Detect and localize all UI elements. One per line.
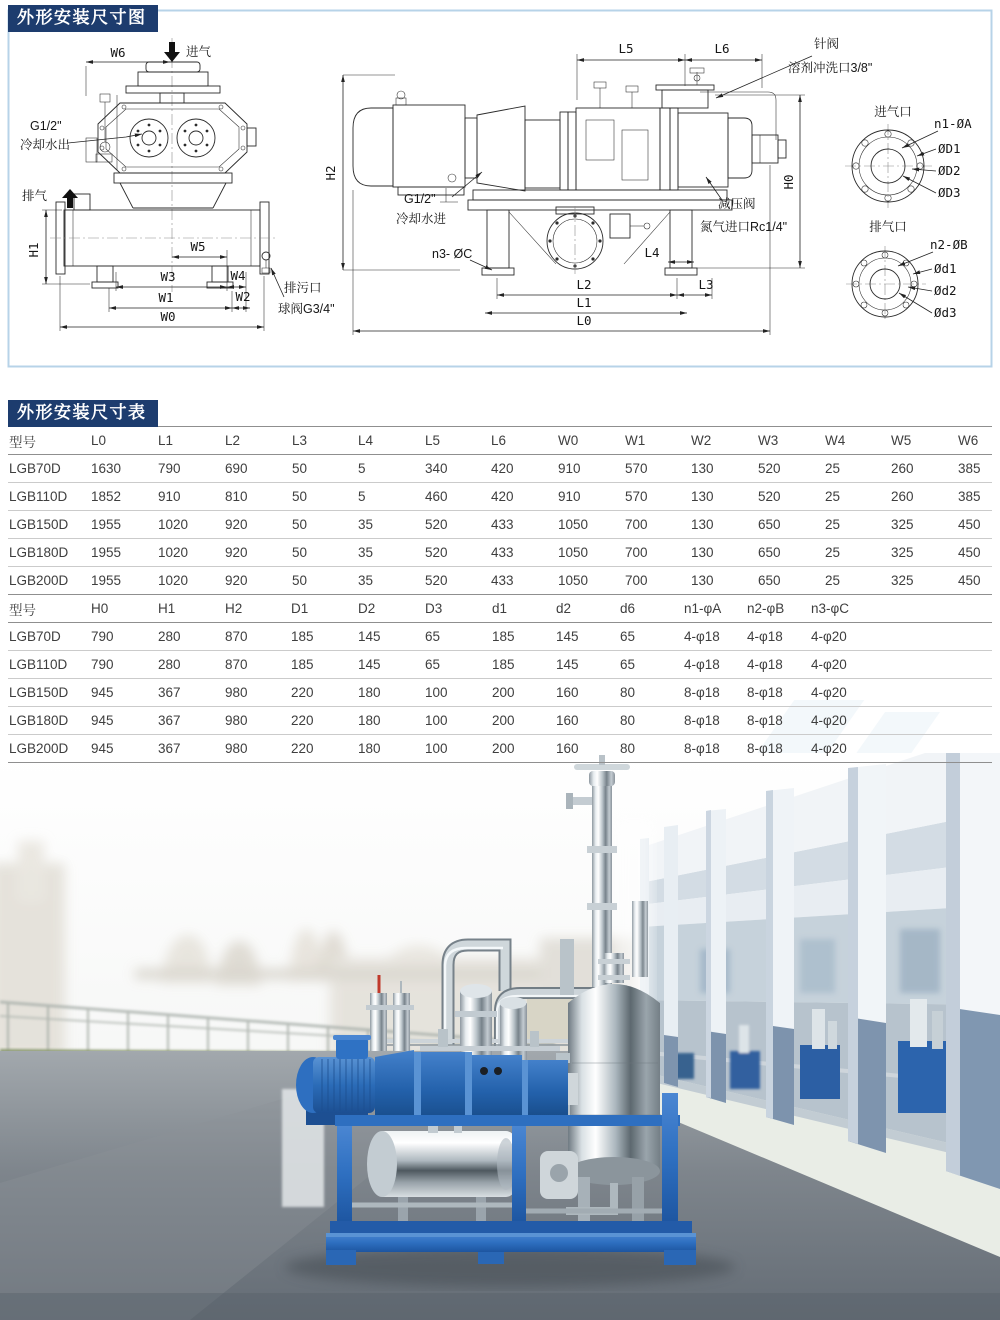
table-cell: 8-φ18 <box>684 713 720 728</box>
table-cell: 180 <box>358 741 381 756</box>
svg-text:n3- ØC: n3- ØC <box>432 247 473 261</box>
svg-text:L3: L3 <box>698 277 714 292</box>
svg-text:进气: 进气 <box>186 45 212 59</box>
svg-text:ØD3: ØD3 <box>938 185 961 200</box>
svg-text:氮气进口Rc1/4": 氮气进口Rc1/4" <box>700 220 788 234</box>
svg-text:W3: W3 <box>160 269 176 284</box>
table-cell: LGB70D <box>9 629 61 644</box>
table-header-cell: 型号 <box>9 602 36 618</box>
table-cell: 220 <box>291 713 314 728</box>
table-header-cell: H0 <box>91 601 109 616</box>
table-cell: 910 <box>558 489 581 504</box>
table-cell: 80 <box>620 685 636 700</box>
table-cell: 650 <box>758 545 781 560</box>
table-cell: 385 <box>958 489 981 504</box>
table-cell: 4-φ20 <box>811 685 847 700</box>
table-cell: 1050 <box>558 573 589 588</box>
table-cell: 325 <box>891 545 914 560</box>
table-cell: 4-φ18 <box>684 629 720 644</box>
table-cell: 130 <box>691 517 714 532</box>
table-cell: 700 <box>625 517 648 532</box>
table-header-cell: H2 <box>225 601 243 616</box>
table-cell: 385 <box>958 461 981 476</box>
table-header-cell: H1 <box>158 601 176 616</box>
table-cell: 50 <box>292 573 308 588</box>
table-cell: 980 <box>225 741 248 756</box>
table-header-cell: d6 <box>620 601 636 616</box>
svg-text:L1: L1 <box>576 295 592 310</box>
table-cell: 5 <box>358 461 366 476</box>
dimension-drawing <box>0 0 1000 385</box>
table-cell: 1050 <box>558 517 589 532</box>
table-cell: 220 <box>291 685 314 700</box>
svg-text:进气口: 进气口 <box>874 105 912 119</box>
table-row <box>8 483 992 511</box>
svg-text:溶剂冲洗口3/8": 溶剂冲洗口3/8" <box>788 61 873 75</box>
svg-text:H2: H2 <box>323 165 338 181</box>
table-cell: LGB110D <box>9 657 68 672</box>
table-cell: 25 <box>825 545 841 560</box>
table-cell: 1630 <box>91 461 122 476</box>
svg-text:L5: L5 <box>618 41 634 56</box>
table-cell: 130 <box>691 573 714 588</box>
table-header-cell: L3 <box>292 433 308 448</box>
table-cell: 280 <box>158 629 181 644</box>
table-cell: 980 <box>225 685 248 700</box>
table-cell: 980 <box>225 713 248 728</box>
table-cell: 65 <box>620 657 636 672</box>
svg-text:n2-ØB: n2-ØB <box>930 237 968 252</box>
table-header-cell: W0 <box>558 433 579 448</box>
table-cell: LGB200D <box>9 741 69 756</box>
table-cell: 700 <box>625 545 648 560</box>
table-cell: 4-φ20 <box>811 741 847 756</box>
table-header-cell: 型号 <box>9 434 36 450</box>
svg-text:W1: W1 <box>158 290 174 305</box>
table-cell: 790 <box>158 461 181 476</box>
svg-text:排气: 排气 <box>22 189 48 203</box>
table-cell: 1852 <box>91 489 122 504</box>
table-cell: 1050 <box>558 545 589 560</box>
svg-text:冷却水出: 冷却水出 <box>20 138 71 152</box>
svg-text:W6: W6 <box>110 45 126 60</box>
table-cell: 910 <box>158 489 181 504</box>
table-cell: 130 <box>691 489 714 504</box>
table-cell: 8-φ18 <box>747 713 783 728</box>
table-cell: 50 <box>292 489 308 504</box>
table-header-cell: d1 <box>492 601 508 616</box>
svg-text:L2: L2 <box>576 277 592 292</box>
table-section-1 <box>8 426 992 595</box>
diagram-title-banner: 外形安装尺寸图 <box>8 5 158 32</box>
table-cell: 200 <box>492 713 515 728</box>
table-cell: LGB180D <box>9 713 69 728</box>
table-cell: 65 <box>425 657 441 672</box>
table-cell: 260 <box>891 461 914 476</box>
table-cell: 80 <box>620 713 636 728</box>
table-cell: LGB110D <box>9 489 68 504</box>
table-header-cell: L4 <box>358 433 374 448</box>
table-cell: 340 <box>425 461 448 476</box>
table-header-cell: W5 <box>891 433 912 448</box>
table-cell: 945 <box>91 713 114 728</box>
svg-text:W2: W2 <box>235 289 251 304</box>
table-cell: 1020 <box>158 545 189 560</box>
table-row <box>8 707 992 735</box>
table-row <box>8 735 992 763</box>
table-title-banner: 外形安装尺寸表 <box>8 400 158 427</box>
table-cell: 25 <box>825 489 841 504</box>
table-header-cell: L1 <box>158 433 174 448</box>
table-cell: 200 <box>492 685 515 700</box>
table-cell: 520 <box>758 489 781 504</box>
table-cell: 100 <box>425 685 448 700</box>
table-row <box>8 623 992 651</box>
table-header-row <box>8 426 992 455</box>
table-header-cell: W4 <box>825 433 846 448</box>
svg-text:Ød1: Ød1 <box>934 261 957 276</box>
svg-text:H1: H1 <box>26 242 41 258</box>
svg-text:G1/2": G1/2" <box>30 119 62 133</box>
table-header-cell: L2 <box>225 433 241 448</box>
table-cell: 460 <box>425 489 448 504</box>
table-cell: 790 <box>91 657 114 672</box>
svg-text:球阀G3/4": 球阀G3/4" <box>278 302 335 316</box>
table-row <box>8 455 992 483</box>
table-cell: 790 <box>91 629 114 644</box>
product-photo <box>0 753 1000 1320</box>
table-cell: 100 <box>425 713 448 728</box>
table-cell: 4-φ20 <box>811 629 847 644</box>
table-cell: LGB150D <box>9 685 69 700</box>
table-cell: 367 <box>158 741 181 756</box>
table-header-cell: D3 <box>425 601 443 616</box>
table-cell: 570 <box>625 461 648 476</box>
table-cell: 220 <box>291 741 314 756</box>
table-cell: 180 <box>358 713 381 728</box>
table-cell: 1955 <box>91 545 122 560</box>
table-cell: 520 <box>758 461 781 476</box>
table-cell: 8-φ18 <box>747 685 783 700</box>
table-cell: 433 <box>491 545 514 560</box>
table-cell: 8-φ18 <box>684 741 720 756</box>
table-cell: 367 <box>158 713 181 728</box>
svg-text:L0: L0 <box>576 313 592 328</box>
table-cell: 80 <box>620 741 636 756</box>
table-cell: 35 <box>358 573 374 588</box>
table-cell: 420 <box>491 461 514 476</box>
table-header-cell: D2 <box>358 601 376 616</box>
table-cell: 810 <box>225 489 248 504</box>
table-cell: 650 <box>758 517 781 532</box>
table-cell: 50 <box>292 461 308 476</box>
table-cell: 945 <box>91 685 114 700</box>
table-header-cell: n1-φA <box>684 601 722 616</box>
table-cell: 450 <box>958 573 981 588</box>
svg-text:G1/2": G1/2" <box>404 192 436 206</box>
table-cell: 570 <box>625 489 648 504</box>
table-header-cell: W2 <box>691 433 712 448</box>
table-cell: 185 <box>492 657 515 672</box>
svg-text:ØD2: ØD2 <box>938 163 961 178</box>
dimension-table <box>8 427 992 763</box>
table-cell: 910 <box>558 461 581 476</box>
table-cell: 8-φ18 <box>684 685 720 700</box>
table-cell: 25 <box>825 461 841 476</box>
table-header-cell: W6 <box>958 433 979 448</box>
table-cell: 145 <box>556 657 579 672</box>
table-cell: 520 <box>425 517 448 532</box>
table-cell: 450 <box>958 545 981 560</box>
table-cell: 650 <box>758 573 781 588</box>
table-header-cell: n3-φC <box>811 601 850 616</box>
table-cell: 200 <box>492 741 515 756</box>
table-cell: 185 <box>492 629 515 644</box>
table-cell: 4-φ18 <box>747 657 783 672</box>
svg-text:Ød2: Ød2 <box>934 283 957 298</box>
table-cell: 145 <box>556 629 579 644</box>
table-cell: 4-φ18 <box>747 629 783 644</box>
svg-text:L4: L4 <box>644 245 660 260</box>
table-cell: LGB150D <box>9 517 69 532</box>
svg-text:W0: W0 <box>160 309 176 324</box>
table-header-cell: W1 <box>625 433 646 448</box>
table-cell: 325 <box>891 517 914 532</box>
table-cell: 130 <box>691 461 714 476</box>
table-header-cell: L5 <box>425 433 441 448</box>
table-row <box>8 651 992 679</box>
svg-text:W4: W4 <box>230 268 246 283</box>
table-cell: 180 <box>358 685 381 700</box>
table-section-2 <box>8 594 992 763</box>
table-cell: 185 <box>291 629 314 644</box>
svg-text:针阀: 针阀 <box>814 37 840 51</box>
table-cell: 1955 <box>91 573 122 588</box>
table-cell: 1020 <box>158 573 189 588</box>
table-cell: 145 <box>358 629 381 644</box>
table-cell: 4-φ20 <box>811 713 847 728</box>
table-cell: 5 <box>358 489 366 504</box>
table-cell: 260 <box>891 489 914 504</box>
table-cell: 945 <box>91 741 114 756</box>
table-cell: 870 <box>225 629 248 644</box>
table-cell: LGB200D <box>9 573 69 588</box>
table-cell: 1020 <box>158 517 189 532</box>
table-cell: 1955 <box>91 517 122 532</box>
table-header-row <box>8 594 992 623</box>
table-cell: 65 <box>425 629 441 644</box>
table-cell: LGB180D <box>9 545 69 560</box>
table-cell: 920 <box>225 573 248 588</box>
table-cell: 325 <box>891 573 914 588</box>
table-cell: 35 <box>358 545 374 560</box>
table-cell: 145 <box>358 657 381 672</box>
table-cell: 185 <box>291 657 314 672</box>
table-cell: LGB70D <box>9 461 61 476</box>
table-header-cell: d2 <box>556 601 572 616</box>
table-cell: 420 <box>491 489 514 504</box>
table-cell: 367 <box>158 685 181 700</box>
table-row <box>8 539 992 567</box>
table-cell: 920 <box>225 545 248 560</box>
table-cell: 50 <box>292 545 308 560</box>
table-cell: 100 <box>425 741 448 756</box>
table-cell: 25 <box>825 517 841 532</box>
table-cell: 50 <box>292 517 308 532</box>
table-cell: 130 <box>691 545 714 560</box>
table-cell: 4-φ18 <box>684 657 720 672</box>
svg-text:L6: L6 <box>714 41 730 56</box>
svg-text:排污口: 排污口 <box>284 281 322 295</box>
svg-text:W5: W5 <box>190 239 206 254</box>
table-row <box>8 679 992 707</box>
svg-text:冷却水进: 冷却水进 <box>396 212 447 226</box>
table-cell: 520 <box>425 573 448 588</box>
table-cell: 25 <box>825 573 841 588</box>
table-cell: 690 <box>225 461 248 476</box>
table-cell: 520 <box>425 545 448 560</box>
svg-text:ØD1: ØD1 <box>938 141 961 156</box>
table-header-cell: n2-φB <box>747 601 785 616</box>
table-cell: 160 <box>556 741 579 756</box>
table-cell: 700 <box>625 573 648 588</box>
table-header-cell: W3 <box>758 433 779 448</box>
table-cell: 160 <box>556 713 579 728</box>
table-cell: 920 <box>225 517 248 532</box>
table-cell: 35 <box>358 517 374 532</box>
table-cell: 4-φ20 <box>811 657 847 672</box>
table-cell: 65 <box>620 629 636 644</box>
svg-text:H0: H0 <box>781 174 796 190</box>
table-cell: 433 <box>491 517 514 532</box>
table-header-cell: L6 <box>491 433 507 448</box>
table-cell: 280 <box>158 657 181 672</box>
table-cell: 870 <box>225 657 248 672</box>
table-cell: 433 <box>491 573 514 588</box>
table-cell: 450 <box>958 517 981 532</box>
table-cell: 160 <box>556 685 579 700</box>
svg-text:Ød3: Ød3 <box>934 305 957 320</box>
svg-text:减压阀: 减压阀 <box>718 197 756 211</box>
table-row <box>8 567 992 595</box>
svg-text:排气口: 排气口 <box>869 220 907 234</box>
table-cell: 8-φ18 <box>747 741 783 756</box>
table-header-cell: L0 <box>91 433 107 448</box>
svg-text:n1-ØA: n1-ØA <box>934 116 972 131</box>
table-header-cell: D1 <box>291 601 309 616</box>
table-row <box>8 511 992 539</box>
